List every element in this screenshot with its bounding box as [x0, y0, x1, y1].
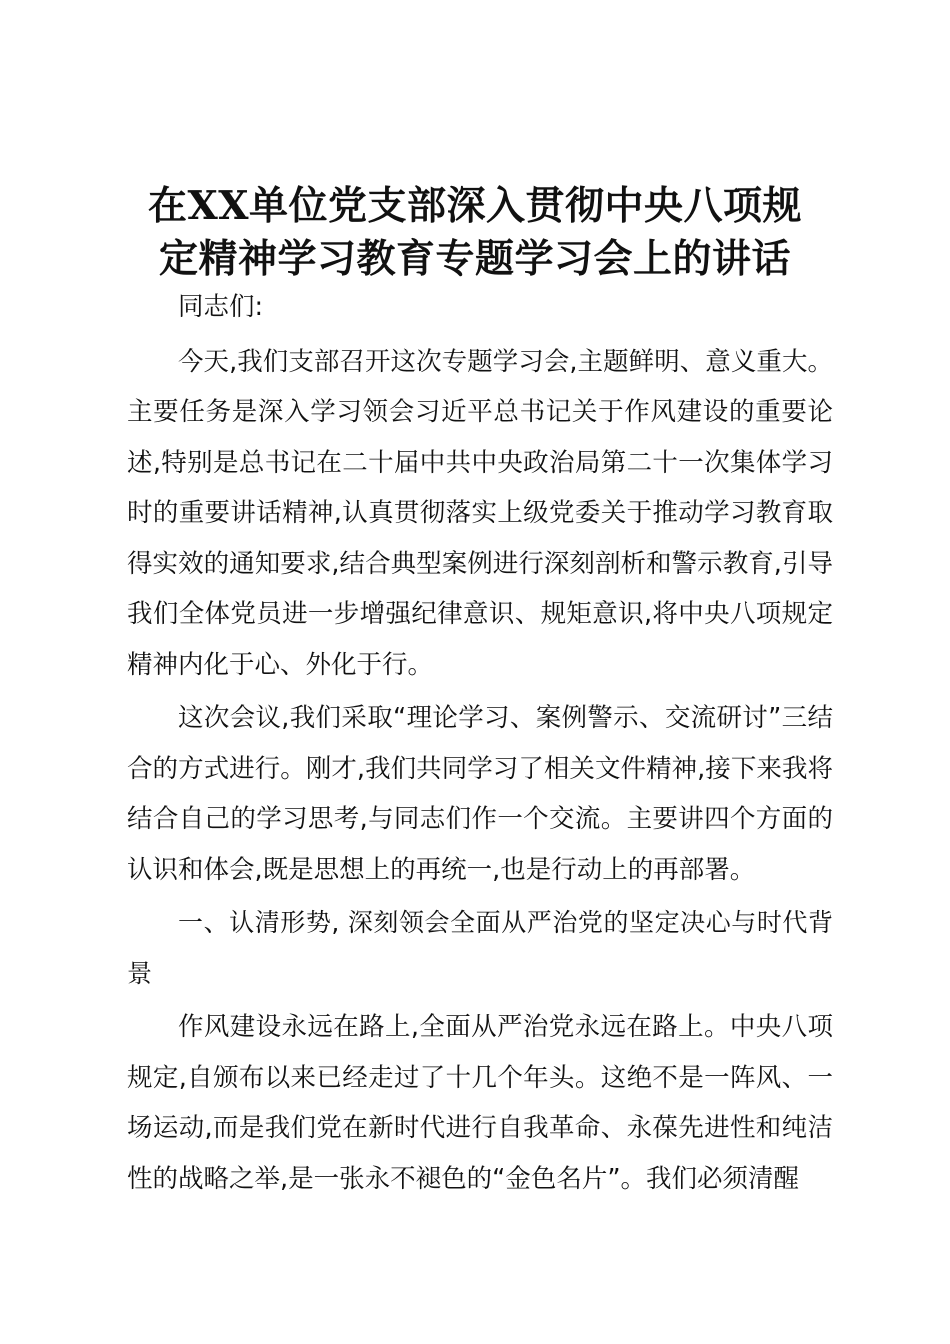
document-title	[110, 180, 840, 286]
title-line-2: 定精神学习教育专题学习会上的讲话	[158, 236, 791, 282]
title-line-1: 在XX单位党支部深入贯彻中央八项规	[147, 183, 803, 229]
greeting: 同志们:	[178, 292, 264, 322]
document-body	[127, 282, 833, 1204]
section-heading: 一、认清形势, 深刻领会全面从严治党的坚定决心与时代背景	[127, 908, 833, 988]
section-paragraph: 作风建设永远在路上,全面从严治党永远在路上。中央八项规定,自颁布以来已经走过了十几个年头。这绝不是一阵风、一场运动,而是我们党在新时代进行自我革命、永葆先进性和纯洁性的战略之举,是一张永不褪色的“金色名片”。我们必须清醒	[127, 1012, 833, 1194]
paragraph-1: 今天,我们支部召开这次专题学习会,主题鲜明、意义重大。主要任务是深入学习领会习近平总书记关于作风建设的重要论述,特别是总书记在二十届中共中央政治局第二十一次集体学习时的重要讲话精神,认真贯彻落实上级党委关于推动学习教育取得实效的通知要求,结合典型案例进行深刻剖析和警示教育,引导我们全体党员进一步增强纪律意识、规矩意识,将中央八项规定精神内化于心、外化于行。	[127, 346, 833, 680]
paragraph-2: 这次会议,我们采取“理论学习、案例警示、交流研讨”三结合的方式进行。刚才,我们共同学习了相关文件精神,接下来我将结合自己的学习思考,与同志们作一个交流。主要讲四个方面的认识和体会,既是思想上的再统一,也是行动上的再部署。	[127, 703, 833, 885]
